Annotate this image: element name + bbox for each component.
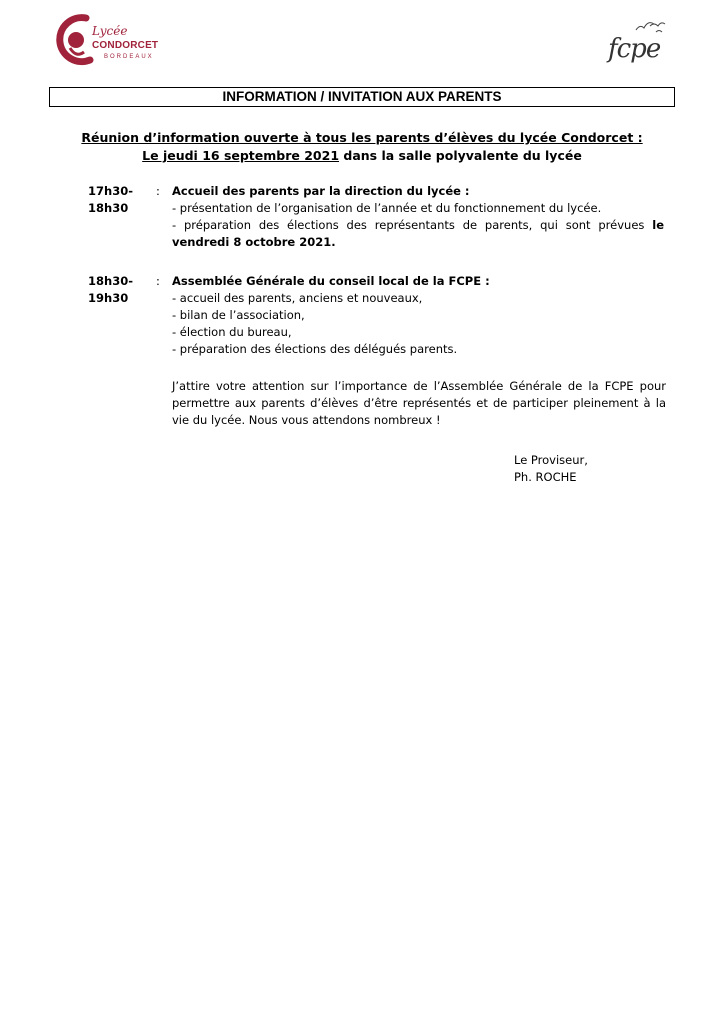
signature-name: Ph. ROCHE	[514, 470, 577, 484]
list-item: - accueil des parents, anciens et nouveaux,	[172, 291, 423, 305]
page-title: INFORMATION / INVITATION AUX PARENTS	[49, 87, 675, 107]
agenda-heading: Assemblée Générale du conseil local de la FCPE :	[172, 274, 490, 288]
logo-line3: BORDEAUX	[104, 54, 154, 60]
meeting-intro	[49, 129, 675, 165]
time-start: 17h30-	[88, 184, 133, 198]
meeting-date: Le jeudi 16 septembre 2021	[142, 148, 340, 163]
separator: :	[156, 274, 160, 288]
meeting-location: dans la salle polyvalente du lycée	[339, 148, 582, 163]
time-end: 19h30	[88, 291, 129, 305]
list-item: - préparation des élections des délégués parents.	[172, 342, 458, 356]
separator: :	[156, 184, 160, 198]
lycee-condorcet-logo	[56, 12, 166, 68]
list-item: - présentation de l’organisation de l’année et du fonctionnement du lycée.	[172, 201, 602, 215]
election-date-part: le	[652, 218, 664, 232]
logo-line2: CONDORCET	[92, 40, 159, 51]
list-item: - élection du bureau,	[172, 325, 292, 339]
closing-paragraph: J’attire votre attention sur l’importance de l’Assemblée Générale de la FCPE pour permettre aux parents d’élèves d’être représentés et de participer pleinement à la vie du lycée. Nous vous attendons nombreux !	[172, 379, 666, 427]
intro-line1: Réunion d’information ouverte à tous les parents d’élèves du lycée Condorcet :	[81, 130, 643, 145]
fcpe-logo-text: fcpe	[608, 34, 661, 64]
list-item: - bilan de l’association,	[172, 308, 305, 322]
time-start: 18h30-	[88, 274, 133, 288]
election-date: vendredi 8 octobre 2021.	[172, 235, 336, 249]
fcpe-logo	[606, 16, 672, 68]
agenda-time	[88, 273, 148, 307]
signature-role: Le Proviseur,	[514, 453, 588, 467]
signature-block	[514, 452, 588, 486]
list-item	[172, 217, 664, 234]
agenda-content	[172, 183, 664, 251]
list-item-text: - préparation des élections des représentants de parents, qui sont prévues	[172, 218, 645, 232]
time-end: 18h30	[88, 201, 129, 215]
logo-line1: Lycée	[92, 24, 128, 38]
agenda-time	[88, 183, 148, 217]
fcpe-birds-icon	[606, 16, 672, 36]
agenda-heading: Accueil des parents par la direction du lycée :	[172, 184, 470, 198]
agenda-content	[172, 273, 664, 358]
